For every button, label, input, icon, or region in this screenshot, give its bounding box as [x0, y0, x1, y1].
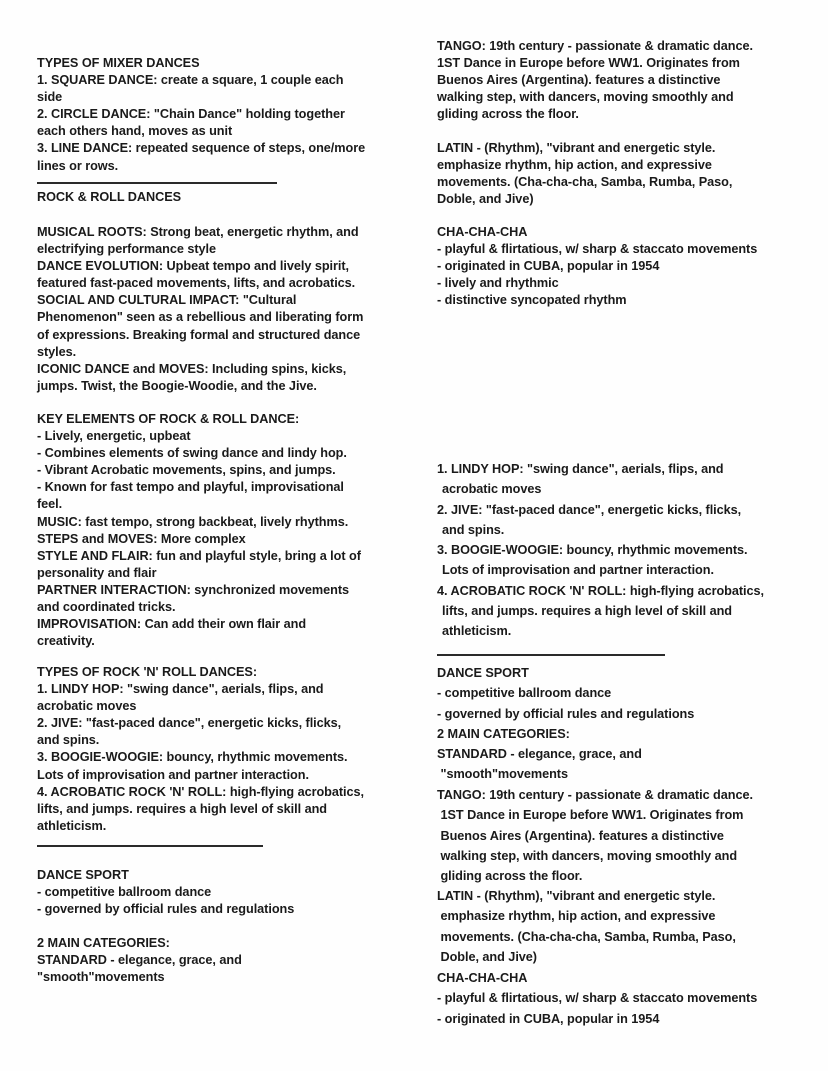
text-line: electrifying performance style: [37, 242, 217, 257]
text-line: - originated in CUBA, popular in 1954: [437, 1011, 660, 1026]
text-line: acrobatic moves: [442, 482, 542, 497]
text-line: MUSICAL ROOTS: Strong beat, energetic rhythm, and: [37, 225, 359, 239]
section-heading: CHA-CHA-CHA: [437, 225, 528, 239]
text-line: STANDARD - elegance, grace, and: [437, 747, 642, 762]
section-types-of-rock-n-roll-dances-right: [437, 459, 799, 642]
text-line: 2. JIVE: "fast-paced dance", energetic kicks, flicks,: [37, 716, 342, 731]
text-line: - Combines elements of swing dance and lindy hop.: [37, 446, 347, 461]
text-line: 1. SQUARE DANCE: create a square, 1 couple each: [37, 73, 344, 88]
text-line: SOCIAL AND CULTURAL IMPACT: "Cultural: [37, 293, 297, 308]
text-line: Buenos Aires (Argentina). features a distinctive: [437, 73, 721, 88]
text-line: TANGO: 19th century - passionate & dramatic dance.: [437, 788, 753, 802]
text-line: DANCE EVOLUTION: Upbeat tempo and lively spirit,: [37, 259, 350, 274]
text-line: Doble, and Jive): [437, 192, 534, 207]
section-cha-cha-cha-top: [437, 224, 799, 309]
text-line: 1ST Dance in Europe before WW1. Originates from: [437, 808, 744, 823]
text-line: styles.: [37, 344, 77, 359]
section-tango-bottom: [437, 785, 799, 886]
text-line: STEPS and MOVES: More complex: [37, 531, 246, 546]
text-line: acrobatic moves: [37, 699, 137, 714]
divider-left-upper: [37, 182, 277, 184]
text-line: - distinctive syncopated rhythm: [437, 293, 627, 308]
section-heading: TYPES OF MIXER DANCES: [37, 56, 200, 70]
text-line: each others hand, moves as unit: [37, 124, 233, 139]
text-line: gliding across the floor.: [437, 107, 579, 122]
text-line: 3. LINE DANCE: repeated sequence of steps, one/more: [37, 141, 366, 156]
divider-left-lower: [37, 845, 263, 847]
section-latin-bottom: [437, 886, 799, 967]
text-line: 2. CIRCLE DANCE: "Chain Dance" holding together: [37, 107, 345, 122]
section-heading: TYPES OF ROCK 'N' ROLL DANCES:: [37, 665, 257, 679]
text-line: emphasize rhythm, hip action, and expressive: [437, 909, 716, 924]
section-main-categories: [37, 935, 397, 986]
text-line: feel.: [37, 497, 63, 512]
text-line: PARTNER INTERACTION: synchronized movements: [37, 582, 350, 597]
text-line: STYLE AND FLAIR: fun and playful style, bring a lot of: [37, 548, 361, 563]
text-line: side: [37, 90, 63, 105]
text-line: Doble, and Jive): [437, 949, 537, 964]
section-heading: KEY ELEMENTS OF ROCK & ROLL DANCE:: [37, 412, 300, 426]
text-line: 3. BOOGIE-WOOGIE: bouncy, rhythmic movements.: [437, 543, 748, 558]
text-line: featured fast-paced movements, lifts, and acrobatics.: [37, 276, 356, 291]
text-line: - playful & flirtatious, w/ sharp & staccato movements: [437, 991, 758, 1006]
text-line: 4. ACROBATIC ROCK 'N' ROLL: high-flying acrobatics,: [437, 583, 765, 598]
text-line: 1. LINDY HOP: "swing dance", aerials, flips, and: [437, 462, 724, 476]
section-heading: CHA-CHA-CHA: [437, 971, 528, 985]
text-line: - lively and rhythmic: [437, 276, 559, 291]
text-line: LATIN - (Rhythm), "vibrant and energetic style.: [437, 889, 716, 903]
section-heading: DANCE SPORT: [437, 666, 529, 680]
text-line: personality and flair: [37, 565, 157, 580]
text-line: "smooth"movements: [37, 970, 165, 985]
section-types-of-mixer-dances: [37, 55, 397, 175]
text-line: IMPROVISATION: Can add their own flair and: [37, 617, 307, 632]
text-line: walking step, with dancers, moving smoothly and: [437, 848, 738, 863]
text-line: and spins.: [442, 522, 505, 537]
text-line: gliding across the floor.: [437, 869, 583, 884]
text-line: movements. (Cha-cha-cha, Samba, Rumba, Paso,: [437, 929, 736, 944]
text-line: - playful & flirtatious, w/ sharp & staccato movements: [437, 242, 758, 257]
section-heading: 2 MAIN CATEGORIES:: [37, 936, 170, 950]
section-heading: DANCE SPORT: [37, 868, 129, 882]
text-line: athleticism.: [442, 624, 512, 639]
text-line: LATIN - (Rhythm), "vibrant and energetic style.: [437, 141, 716, 155]
text-line: of expressions. Breaking formal and structured dance: [37, 327, 361, 342]
divider-right: [437, 654, 665, 656]
text-line: - competitive ballroom dance: [37, 885, 212, 900]
section-types-of-rock-n-roll-dances: [37, 664, 397, 835]
text-line: lines or rows.: [37, 158, 119, 173]
text-line: 3. BOOGIE-WOOGIE: bouncy, rhythmic movements.: [37, 750, 348, 765]
text-line: 4. ACROBATIC ROCK 'N' ROLL: high-flying acrobatics,: [37, 784, 365, 799]
text-line: Lots of improvisation and partner interaction.: [37, 767, 309, 782]
text-line: lifts, and jumps. requires a high level of skill and: [37, 801, 327, 816]
text-line: creativity.: [37, 634, 95, 649]
text-line: - originated in CUBA, popular in 1954: [437, 259, 660, 274]
section-dance-sport: [37, 867, 397, 918]
section-dance-sport-right: [437, 663, 799, 785]
text-line: - Vibrant Acrobatic movements, spins, and jumps.: [37, 463, 336, 478]
section-tango-top: [437, 38, 799, 123]
text-line: - Known for fast tempo and playful, improvisational: [37, 480, 344, 495]
text-line: Lots of improvisation and partner interaction.: [442, 563, 714, 578]
text-line: walking step, with dancers, moving smoothly and: [437, 90, 734, 105]
text-line: lifts, and jumps. requires a high level of skill and: [442, 604, 732, 619]
section-rock-roll-overview: [37, 224, 397, 395]
text-line: movements. (Cha-cha-cha, Samba, Rumba, Paso,: [437, 175, 733, 190]
text-line: Buenos Aires (Argentina). features a distinctive: [437, 828, 724, 843]
text-line: - governed by official rules and regulations: [37, 902, 295, 917]
text-line: STANDARD - elegance, grace, and: [37, 953, 242, 968]
section-cha-cha-cha-bottom: [437, 968, 799, 1029]
text-line: 2 MAIN CATEGORIES:: [437, 726, 570, 741]
text-line: and spins.: [37, 733, 100, 748]
text-line: ICONIC DANCE and MOVES: Including spins, kicks,: [37, 361, 347, 376]
text-line: emphasize rhythm, hip action, and expressive: [437, 158, 712, 173]
text-line: and coordinated tricks.: [37, 600, 176, 615]
text-line: - governed by official rules and regulations: [437, 706, 695, 721]
text-line: "smooth"movements: [437, 767, 568, 782]
text-line: athleticism.: [37, 818, 107, 833]
text-line: - Lively, energetic, upbeat: [37, 429, 191, 444]
text-line: 2. JIVE: "fast-paced dance", energetic kicks, flicks,: [437, 502, 742, 517]
text-line: - competitive ballroom dance: [437, 686, 612, 701]
section-rock-and-roll-dances-heading: [37, 189, 397, 206]
text-line: 1ST Dance in Europe before WW1. Originates from: [437, 56, 740, 71]
text-line: TANGO: 19th century - passionate & dramatic dance.: [437, 39, 753, 53]
text-line: MUSIC: fast tempo, strong backbeat, lively rhythms.: [37, 514, 349, 529]
section-latin-top: [437, 140, 799, 208]
section-key-elements: [37, 411, 397, 650]
text-line: 1. LINDY HOP: "swing dance", aerials, flips, and: [37, 682, 324, 697]
section-heading: ROCK & ROLL DANCES: [37, 190, 182, 204]
text-line: Phenomenon" seen as a rebellious and liberating form: [37, 310, 364, 325]
text-line: jumps. Twist, the Boogie-Woodie, and the Jive.: [37, 378, 317, 393]
